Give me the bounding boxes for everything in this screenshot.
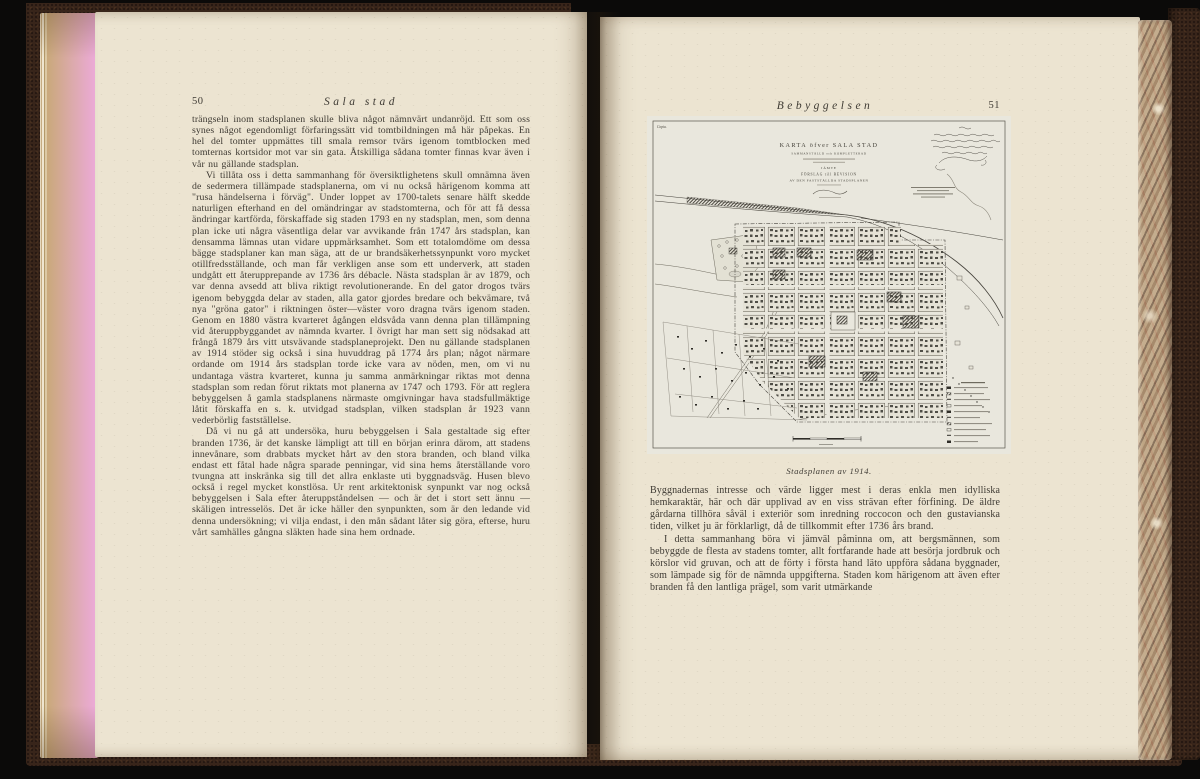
map-subtitle: AV DEN FASTSTÄLLDA STADSPLANEN (789, 178, 869, 183)
body-paragraph: Byggnadernas intresse och värde ligger mest i deras enkla men idylliska hemkaraktär, här och där upplivad av en viss strävan efter förfining. De äldre gårdarna tillhöra såväl i exteriör som inredning roccocon och den gustavianska tiden, vilket ju är förklarligt, då de tillkommit efter 1736 års brand. (650, 485, 1000, 533)
map-illegible-line (819, 197, 841, 198)
body-paragraph: Vi tillåta oss i detta sammanhang för översiktlighetens skull omnämna även de sedermera tillämpade stadsplanerna, om vi nu också härigenom komma att "rusa händelserna i förväg". Under loppet av 1700-talets senare hälft skedde naturligen efterhand en del omändringar av stadstomterna, och för att få dessa ändringar kartförda, förskaffade sig staden 1793 en ny stadsplan, men, som denna plan icke uti några väsentliga delar var avvikande från 1747 års stadsplan, kan densamma lämnas utan vidare uppmärksamhet. Som ett totalomdöme om dessa bägge stadsplaner kan man säga, att de ur brandsäkerhetssynpunkt voro mycket otillfredsställande, och man får verkligen anse som ett underverk, att staden undgått ett återupprepande av 1736 års débacle. Nästa stadsplan är av 1879, och var denna avsedd att bliva riktigt revolutionerande. En del gator drogos tvärs igenom bebyggda delar av staden, alla gator gjordes bredare och bekvämare, två nya "gröna gator" i riktningen öster—väster voro dragna tvärs igenom staden. Genom en 1880 västra kvarteret ågången eldsvåda vann denna plan tillämpning vid återuppbyggandet av nämnda kvarter. I övrigt har man sett sig nödsakad att frångå 1879 års vitt utsvävande stadsplaneprojekt. Den nu gällande stadsplanen av 1914 stöder sig också i sina huvuddrag på 1774 års plan; något närmare ordande om 1914 års stadsplan torde icke vara av nöden, men, om vi nu undantaga västra kvarteret, kunna ju samma anmärkningar riktas mot denna stadsplan som redan förut riktats mot planerna av 1747 och 1793. För att reglera bebyggelsen å gamla stadsplanens närmaste omgivningar hava stadsfullmäktige låtit förskaffa en s. k. utvidgad stadsplan, vilken stadsplan år 1923 vann vederbörlig fastställelse. (192, 169, 530, 427)
city-map-1914 (647, 116, 1011, 454)
running-header-right: Bebyggelsen (776, 100, 874, 112)
right-page-header (650, 100, 1000, 116)
book-cover-right-board (1168, 8, 1200, 760)
page-number-left: 50 (192, 96, 204, 107)
map-illegible-line (817, 185, 841, 186)
marbled-fore-edge (1138, 20, 1172, 760)
figure-caption: Stadsplanen av 1914. (786, 466, 872, 476)
right-page-body (650, 485, 1000, 594)
map-illegible-line (803, 159, 855, 160)
body-paragraph: I detta sammanhang böra vi jämväl påminna om, att bergsmännen, som bebyggde de flesta av stadens tomter, allt fortfarande hade att besörja jordbruk och körslor vid gruvan, och att de förty i första hand läto uppföra sådana byggnader, som lämpade sig för de nämnda uppgifterna. Staden kom härigenom att även efter branden få den lantliga prägel, som varit utmärkande (650, 533, 1000, 594)
map-illegible-line (813, 162, 845, 163)
map-subtitle: SAMMANSTÄLLD och KOMPLETTERAD (791, 151, 867, 156)
running-header-left: Sala stad (324, 96, 398, 108)
map-title: KARTA öfver SALA STAD (779, 142, 879, 149)
map-subtitle: JÄMTE (821, 166, 837, 170)
body-paragraph: Då vi nu gå att undersöka, huru bebyggelsen i Sala gestaltade sig efter branden 1736, är det kanske lämpligt att till en början erinra därom, att stadens innevånare, som drabbats mycket hårt av den stora branden, och bland vilka endast ett fåtal hade några sparade penningar, vid sina hems återställande voro tvungna att inskränka sig till det allra enklaste uti byggnadsväg. Husen blevo också i regel mycket konstlösa. Ur rent arkitektonisk synpunkt var nog också bebyggelsen i Sala efter återuppståndelsen — och är det i stort sett ännu — skäligen intresselös. Det är icke häller den synpunkten, som är den ledande vid denna undersökning; vi vilja endast, i den mån sådant låter sig göra, efterse, huru vårt samhälles gångna släkten hade sina hem ordnade. (192, 426, 530, 538)
page-number-right: 51 (988, 100, 1000, 111)
city-map-figure (647, 116, 1011, 476)
map-corner-label: Copia. (657, 125, 667, 129)
left-page (95, 12, 587, 757)
page-stack-edge (40, 13, 98, 758)
left-page-header (192, 96, 530, 112)
left-page-body (192, 114, 530, 538)
map-subtitle: FÖRSLAG till REVISION (801, 172, 857, 177)
body-paragraph: trängseln inom stadsplanen skulle bliva något nämnvärt undanröjd. Ett som oss synes något egendomligt förfaringssätt vid tomtbildningen må här påpekas. En hel del tomter uppmättes till smala remsor tvärs igenom tomtblocken med tomternas kortsidor mot var sin gata. Åtskilliga sådana tomter finnas kvar även i vår nu gällande stadsplan. (192, 114, 530, 170)
right-page (600, 17, 1140, 760)
